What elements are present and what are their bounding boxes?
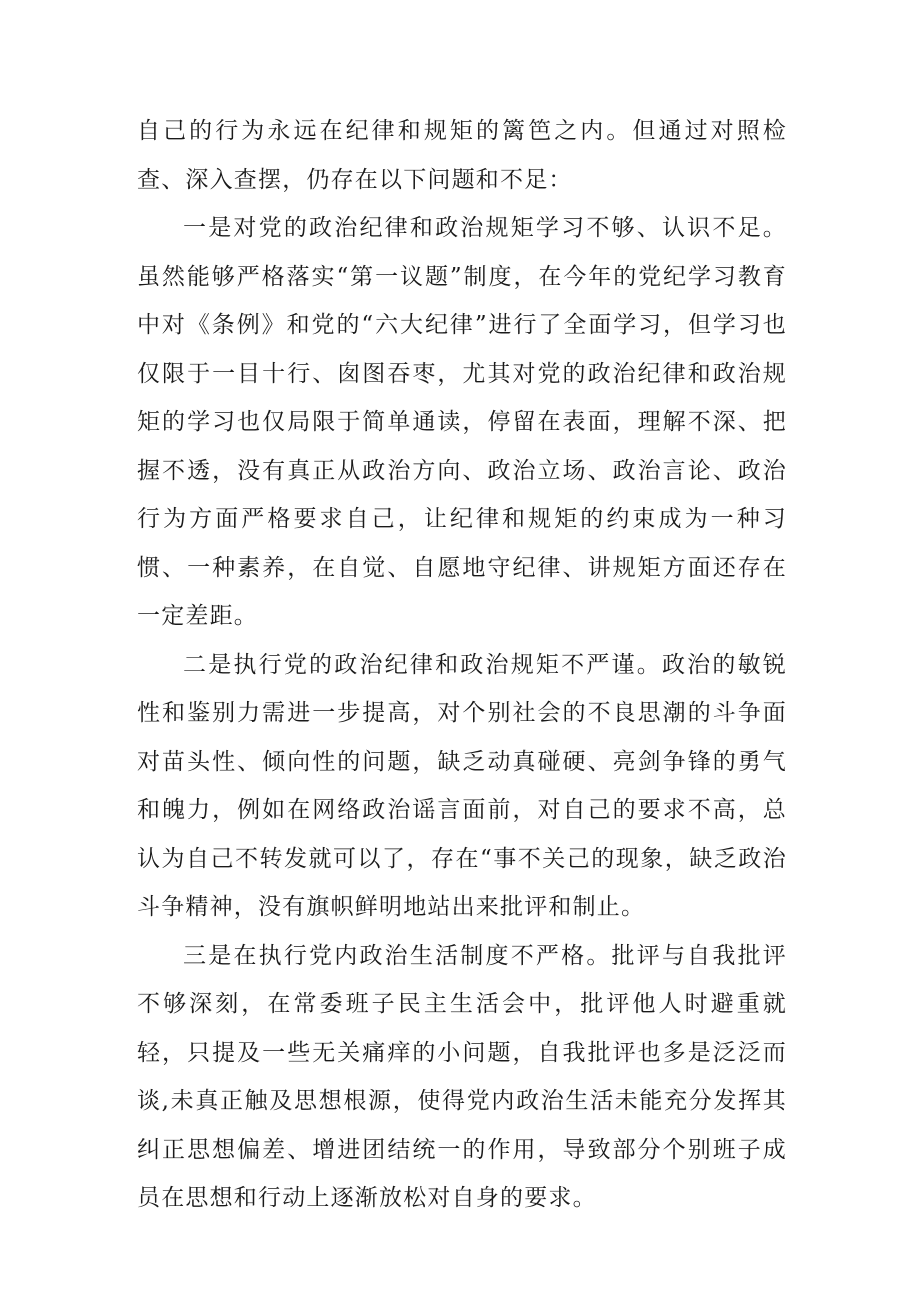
document-body (137, 107, 787, 1223)
paragraph-continuation: 自己的行为永远在纪律和规矩的篱笆之内。但通过对照检查、深入查摆，仍存在以下问题和不足： (137, 118, 787, 193)
paragraph-issue-three: 三是在执行党内政治生活制度不严格。批评与自我批评不够深刻，在常委班子民主生活会中，批评他人时避重就轻，只提及一些无关痛痒的小问题，自我批评也多是泛泛而谈,未真正触及思想根源，使得党内政治生活未能充分发挥其纠正思想偏差、增进团结统一的作用，导致部分个别班子成员在思想和行动上逐渐放松对自身的要求。 (137, 942, 787, 1211)
paragraph-issue-one: 一是对党的政治纪律和政治规矩学习不够、认识不足。虽然能够严格落实“第一议题”制度，在今年的党纪学习教育中对《条例》和党的“六大纪律”进行了全面学习，但学习也仅限于一目十行、囱图吞枣，尤其对党的政治纪律和政治规矩的学习也仅局限于简单通读，停留在表面，理解不深、把握不透，没有真正从政治方向、政治立场、政治言论、政治行为方面严格要求自己，让纪律和规矩的约束成为一种习惯、一种素养，在自觉、自愿地守纪律、讲规矩方面还存在一定差距。 (137, 215, 787, 629)
paragraph-issue-two: 二是执行党的政治纪律和政治规矩不严谨。政治的敏锐性和鉴别力需进一步提高，对个别社会的不良思潮的斗争面对苗头性、倾向性的问题，缺乏动真碰硬、亮剑争锋的勇气和魄力，例如在网络政治谣言面前，对自己的要求不高，总认为自己不转发就可以了，存在“事不关己的现象，缺乏政治斗争精神，没有旗帜鲜明地站出来批评和制止。 (137, 651, 787, 920)
